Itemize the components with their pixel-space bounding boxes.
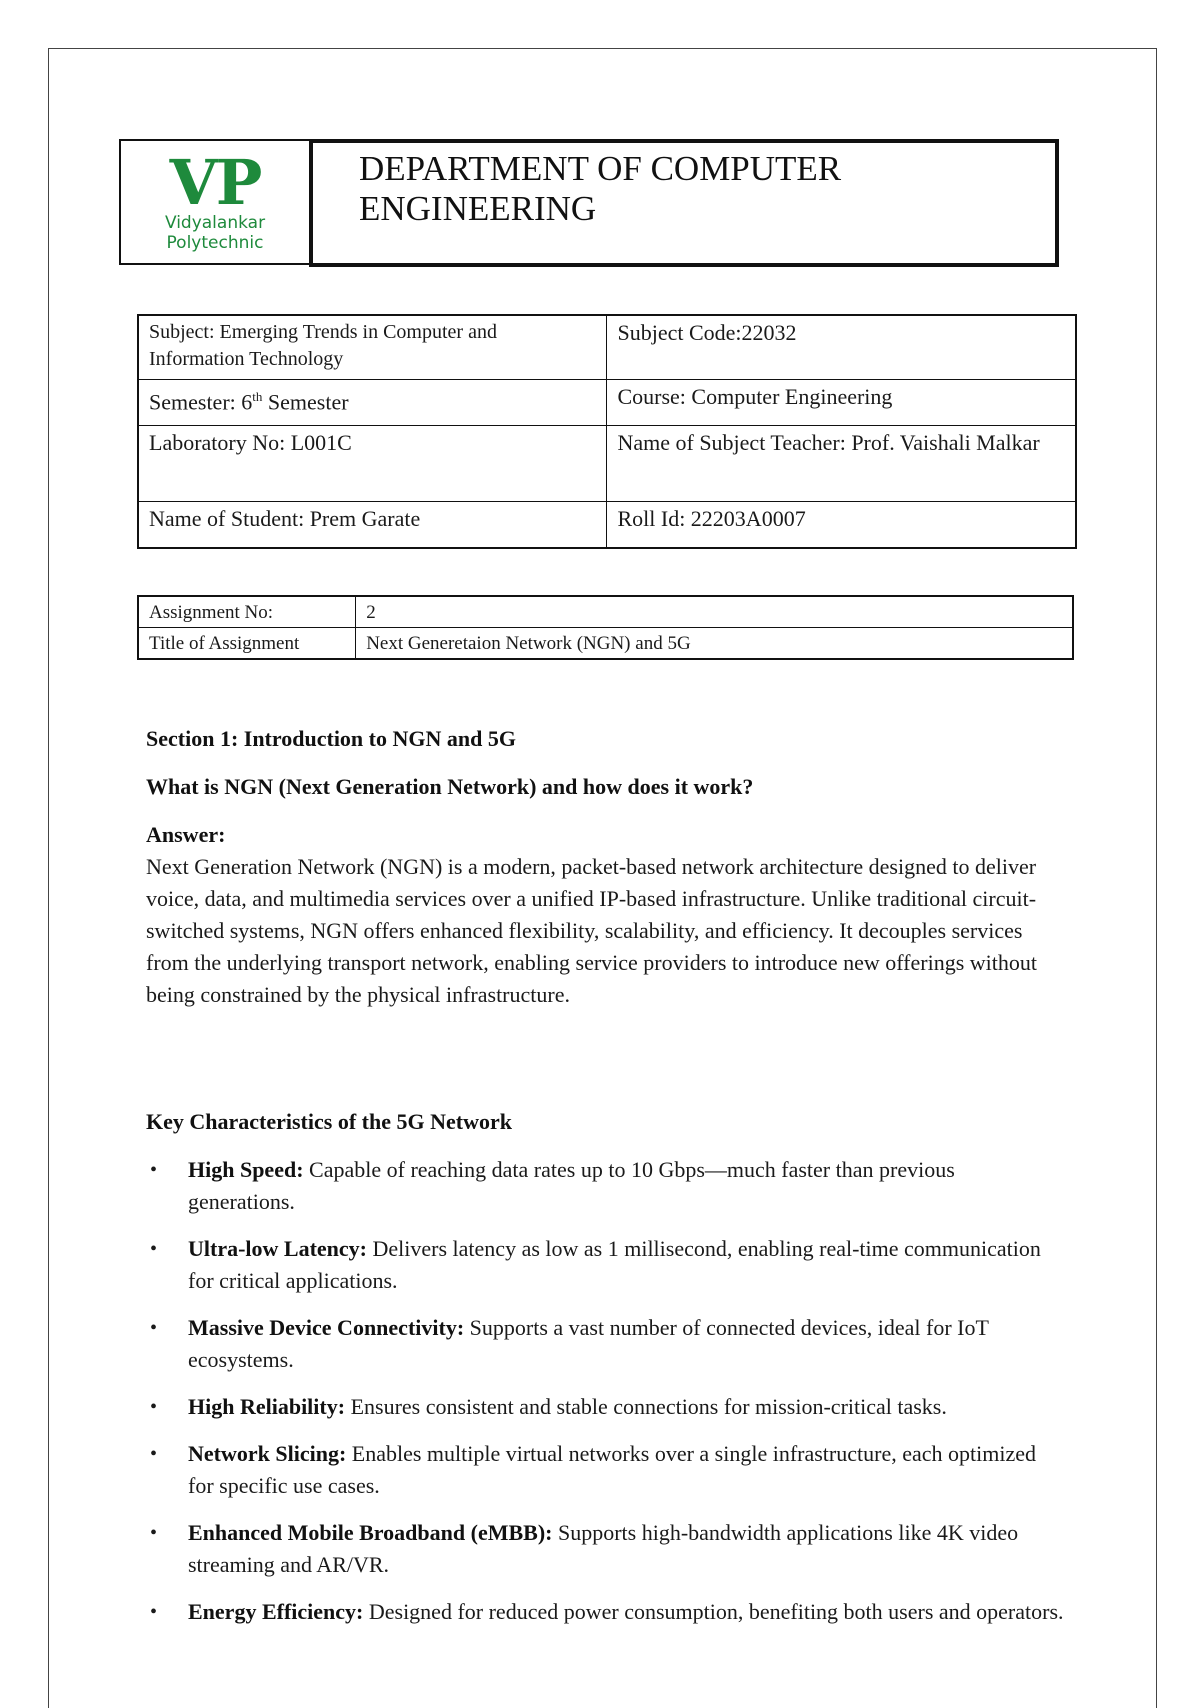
answer-paragraph: Next Generation Network (NGN) is a modern, packet-based network architecture designed to deliver voice, data, and multimedia services over a unified IP-based infrastructure. Unlike traditional circuit-switched systems, NGN offers enhanced flexibility, scalability, and efficiency. It decouples services from the underlying transport network, enabling service providers to introduce new offerings without being constrained by the physical infrastructure.	[146, 854, 1037, 1007]
list-item-term: Energy Efficiency:	[188, 1599, 364, 1624]
characteristics-list	[146, 1154, 1066, 1643]
list-item	[146, 1517, 1066, 1581]
bullet-icon: •	[150, 1443, 158, 1465]
list-item-text: Supports a vast number of connected devices, ideal for IoT ecosystems.	[188, 1315, 989, 1372]
lab-no-cell: Laboratory No: L001C	[138, 426, 607, 502]
question-block	[146, 773, 1066, 801]
semester-suffix: Semester	[262, 389, 349, 415]
answer-label: Answer:	[146, 822, 226, 847]
list-item-term: Massive Device Connectivity:	[188, 1315, 465, 1340]
list-item-term: Ultra-low Latency:	[188, 1236, 368, 1261]
course-cell: Course: Computer Engineering	[607, 380, 1076, 426]
teacher-cell: Name of Subject Teacher: Prof. Vaishali Malkar	[607, 426, 1076, 502]
list-item-text: Capable of reaching data rates up to 10 Gbps—much faster than previous generations.	[188, 1157, 955, 1214]
college-logo	[119, 139, 309, 265]
assignment-no-value: 2	[356, 596, 1073, 628]
subject-code-cell: Subject Code:22032	[607, 315, 1076, 380]
assignment-table	[137, 595, 1074, 660]
roll-id-cell: Roll Id: 22203A0007	[607, 502, 1076, 548]
list-item	[146, 1312, 1066, 1376]
list-item	[146, 1596, 1066, 1628]
list-item-term: Network Slicing:	[188, 1441, 347, 1466]
bullet-icon: •	[150, 1396, 158, 1418]
department-title: DEPARTMENT OF COMPUTER ENGINEERING	[359, 149, 842, 228]
bullet-icon: •	[150, 1159, 158, 1181]
list-item-text: Designed for reduced power consumption, benefiting both users and operators.	[363, 1599, 1064, 1624]
assignment-title-label: Title of Assignment	[138, 628, 356, 660]
semester-cell	[138, 380, 607, 426]
table-row	[138, 315, 1076, 380]
list-item	[146, 1438, 1066, 1502]
bullet-icon: •	[150, 1601, 158, 1623]
list-item-term: High Reliability:	[188, 1394, 346, 1419]
characteristics-heading: Key Characteristics of the 5G Network	[146, 1109, 512, 1134]
assignment-title-value: Next Generetaion Network (NGN) and 5G	[356, 628, 1073, 660]
list-item	[146, 1233, 1066, 1297]
table-row	[138, 380, 1076, 426]
answer-block	[146, 821, 1066, 1011]
table-row	[138, 628, 1073, 660]
list-item	[146, 1391, 1066, 1423]
table-row	[138, 502, 1076, 548]
department-title-box	[309, 139, 1059, 267]
table-row	[138, 596, 1073, 628]
section-heading-block	[146, 725, 1066, 753]
subject-info-table	[137, 314, 1077, 549]
subject-cell: Subject: Emerging Trends in Computer and Information Technology	[138, 315, 607, 380]
section-heading: Section 1: Introduction to NGN and 5G	[146, 726, 516, 751]
list-item-term: Enhanced Mobile Broadband (eMBB):	[188, 1520, 553, 1545]
logo-line-2: Polytechnic	[166, 233, 264, 253]
semester-prefix: Semester: 6	[149, 389, 253, 415]
list-item-text: Enables multiple virtual networks over a single infrastructure, each optimized for specific use cases.	[188, 1441, 1036, 1498]
characteristics-heading-block	[146, 1108, 1066, 1136]
list-item-text: Ensures consistent and stable connections for mission-critical tasks.	[345, 1394, 947, 1419]
list-item-term: High Speed:	[188, 1157, 304, 1182]
logo-letters: VP	[169, 146, 261, 219]
list-item-text: Delivers latency as low as 1 millisecond, enabling real-time communication for critical applications.	[188, 1236, 1041, 1293]
logo-line-1: Vidyalankar	[164, 213, 266, 233]
list-item	[146, 1154, 1066, 1218]
semester-sup: th	[252, 389, 263, 404]
question-heading: What is NGN (Next Generation Network) and how does it work?	[146, 774, 754, 799]
assignment-no-label: Assignment No:	[138, 596, 356, 628]
list-item-text: Supports high-bandwidth applications like 4K video streaming and AR/VR.	[188, 1520, 1019, 1577]
bullet-icon: •	[150, 1522, 158, 1544]
document-header	[119, 139, 1059, 267]
bullet-icon: •	[150, 1238, 158, 1260]
bullet-icon: •	[150, 1317, 158, 1339]
student-cell: Name of Student: Prem Garate	[138, 502, 607, 548]
table-row	[138, 426, 1076, 502]
